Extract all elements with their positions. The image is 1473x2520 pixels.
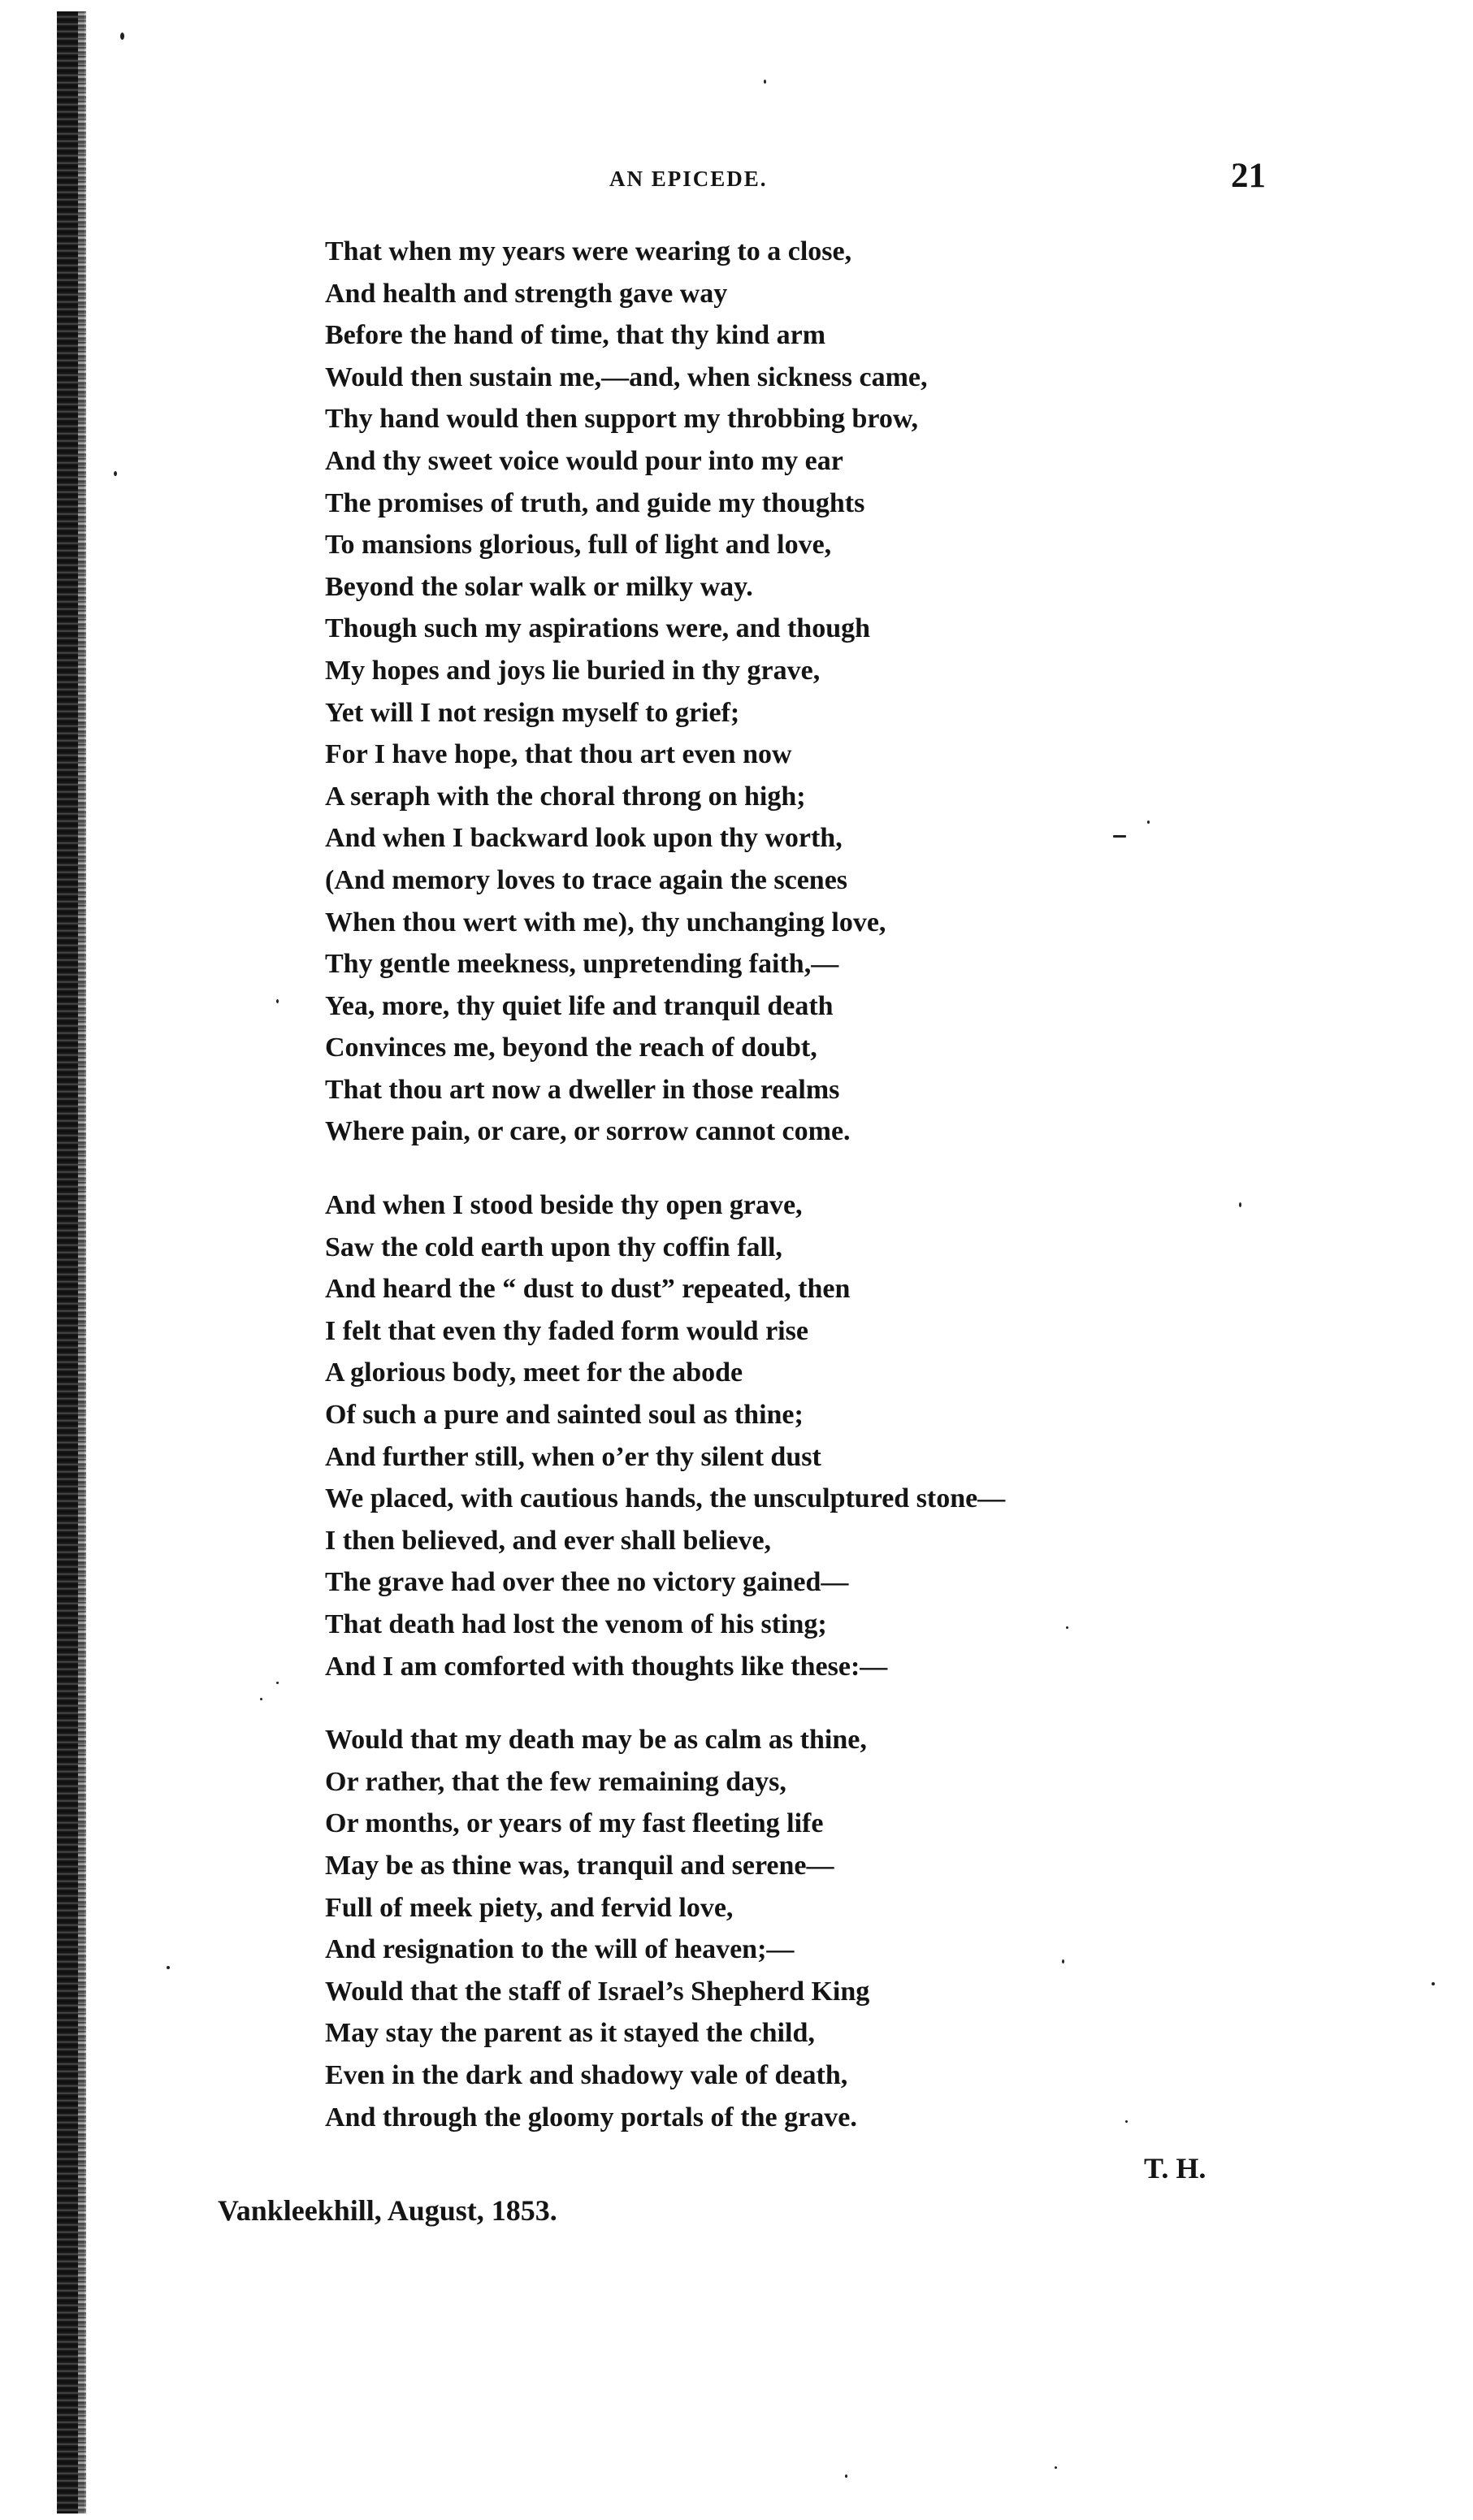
poem-line: For I have hope, that thou art even now [325,739,792,770]
poem-line: Though such my aspirations were, and though [325,613,871,644]
poem-line: Yea, more, thy quiet life and tranquil death [325,990,834,1021]
ink-speck [1432,1982,1435,1985]
ink-speck [120,32,124,40]
stanza [325,1719,1259,2138]
page-number: 21 [1231,157,1266,195]
ink-speck [167,1966,170,1969]
poem-line: And heard the “ dust to dust” repeated, then [325,1274,851,1305]
poem-line: Or months, or years of my fast fleeting life [325,1808,824,1839]
stanza [325,231,1259,1153]
poem-line: (And memory loves to trace again the scenes [325,864,848,895]
poem-line: And when I backward look upon thy worth, [325,823,843,854]
poem-line: My hopes and joys lie buried in thy grave, [325,655,821,686]
poem-line: And thy sweet voice would pour into my ear [325,445,843,476]
stanza [325,1184,1259,1687]
stanza-break [325,1153,1259,1184]
poem-line: To mansions glorious, full of light and love, [325,530,832,561]
poem-line: Thy gentle meekness, unpretending faith,— [325,949,839,980]
poem-line: Thy hand would then support my throbbing brow, [325,404,919,435]
poem-line: That thou art now a dweller in those realms [325,1074,840,1105]
poem-line: The promises of truth, and guide my thoughts [325,487,865,518]
poem-line: And health and strength gave way [325,278,728,309]
running-head: AN EPICEDE. [609,167,768,191]
poem-line: And I am comforted with thoughts like these:— [325,1651,888,1682]
poem-line: Or rather, that the few remaining days, [325,1766,786,1797]
poem-line: And through the gloomy portals of the grave. [325,2102,857,2132]
ink-speck [845,2475,847,2478]
poem-line: I then believed, and ever shall believe, [325,1525,772,1556]
ink-speck [276,999,279,1003]
ink-speck [276,1682,279,1684]
ink-speck [764,80,766,84]
poem-line: I felt that even thy faded form would rise [325,1315,808,1346]
poem-line: The grave had over thee no victory gained— [325,1567,849,1598]
ink-speck [114,471,117,476]
poem-line: That when my years were wearing to a close, [325,236,852,266]
poem-line: Full of meek piety, and fervid love, [325,1892,734,1923]
poem-line: Where pain, or care, or sorrow cannot come. [325,1116,851,1147]
poem-line: Even in the dark and shadowy vale of death, [325,2059,848,2090]
poem-line: When thou wert with me), thy unchanging love, [325,907,886,937]
stanza-break [325,1687,1259,1719]
poem-line: Saw the cold earth upon thy coffin fall, [325,1232,782,1262]
poem-line: A seraph with the choral throng on high; [325,781,806,812]
poem-line: Would that the staff of Israel’s Shepherd King [325,1976,870,2007]
ink-speck [1055,2466,1057,2469]
poem-line: A glorious body, meet for the abode [325,1357,743,1388]
author-initials: T. H. [1144,2152,1207,2184]
poem-body [325,231,1259,2138]
poem-line: Beyond the solar walk or milky way. [325,571,753,602]
page-binding-edge-highlight [78,11,86,2514]
poem-line: We placed, with cautious hands, the unsculptured stone— [325,1483,1006,1514]
poem-line: Of such a pure and sainted soul as thine; [325,1400,804,1431]
poem-line: And when I stood beside thy open grave, [325,1190,803,1221]
poem-line: Convinces me, beyond the reach of doubt, [325,1033,817,1063]
poem-line: And further still, when o’er thy silent dust [325,1441,821,1472]
poem-line: Would that my death may be as calm as thine, [325,1725,867,1756]
dateline: Vankleekhill, August, 1853. [218,2194,557,2227]
poem-line: May be as thine was, tranquil and serene— [325,1850,834,1881]
poem-line: Yet will I not resign myself to grief; [325,697,740,728]
poem-line: Would then sustain me,—and, when sickness came, [325,362,928,392]
poem-line: May stay the parent as it stayed the child, [325,2018,815,2049]
poem-line: That death had lost the venom of his sting; [325,1609,827,1639]
poem-line: Before the hand of time, that thy kind arm [325,320,826,351]
ink-speck [260,1698,262,1700]
poem-line: And resignation to the will of heaven;— [325,1934,795,1965]
